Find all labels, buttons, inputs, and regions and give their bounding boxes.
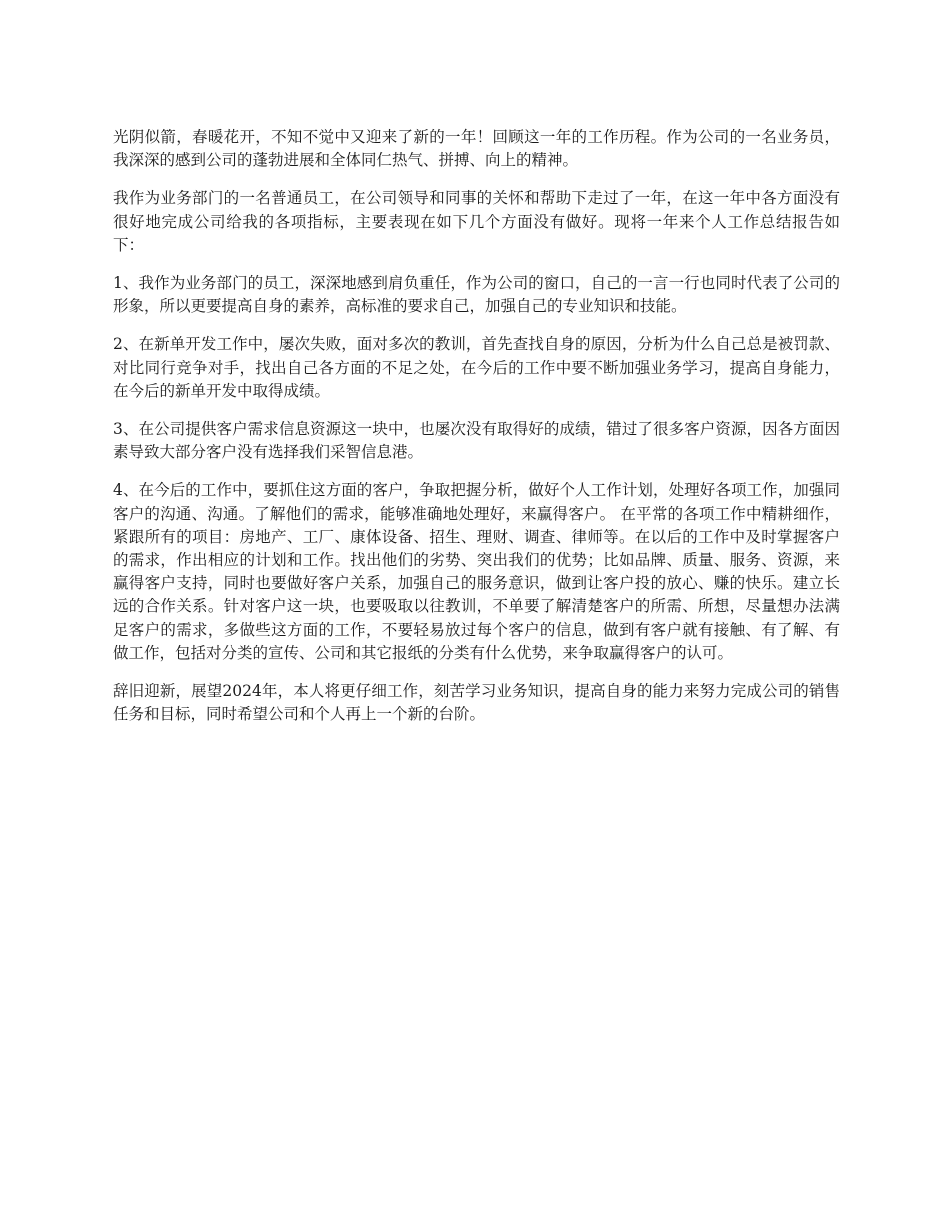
paragraph-closing: 辞旧迎新，展望2024年，本人将更仔细工作，刻苦学习业务知识，提高自身的能力来努力完成公司的销售任务和目标，同时希望公司和个人再上一个新的台阶。: [113, 682, 840, 724]
paragraph-overview: 我作为业务部门的一名普通员工，在公司领导和同事的关怀和帮助下走过了一年，在这一年中各方面没有很好地完成公司给我的各项指标，主要表现在如下几个方面没有做好。现将一年来个人工作总结报告如下：: [113, 189, 840, 254]
paragraph-item-2: 2、在新单开发工作中，屡次失败，面对多次的教训，首先查找自身的原因，分析为什么自己总是被罚款、对比同行竞争对手，找出自己各方面的不足之处，在今后的工作中要不断加强业务学习，提高自身能力，在今后的新单开发中取得成绩。: [113, 335, 840, 400]
paragraph-intro: 光阴似箭，春暖花开，不知不觉中又迎来了新的一年！回顾这一年的工作历程。作为公司的一名业务员，我深深的感到公司的蓬勃进展和全体同仁热气、拼搏、向上的精神。: [113, 128, 840, 170]
paragraph-item-1: 1、我作为业务部门的员工，深深地感到肩负重任，作为公司的窗口，自己的一言一行也同时代表了公司的形象，所以更要提高自身的素养，高标准的要求自己，加强自己的专业知识和技能。: [113, 274, 840, 316]
paragraph-item-3: 3、在公司提供客户需求信息资源这一块中，也屡次没有取得好的成绩，错过了很多客户资源，因各方面因素导致大部分客户没有选择我们采智信息港。: [113, 420, 840, 462]
paragraph-item-4: 4、在今后的工作中，要抓住这方面的客户，争取把握分析，做好个人工作计划，处理好各项工作，加强同客户的沟通、沟通。了解他们的需求，能够准确地处理好，来赢得客户。 在平常的各项工作中精耕细作，紧跟所有的项目：房地产、工厂、康体设备、招生、理财、调查、律师等。在以后的工作中及时掌握客户的需求，作出相应的计划和工作。找出他们的劣势、突出我们的优势；比如品牌、质量、服务、资源，来赢得客户支持，同时也要做好客户关系，加强自己的服务意识，做到让客户投的放心、赚的快乐。建立长远的合作关系。针对客户这一块，也要吸取以往教训，不单要了解清楚客户的所需、所想，尽量想办法满足客户的需求，多做些这方面的工作，不要轻易放过每个客户的信息，做到有客户就有接触、有了解、有做工作，包括对分类的宣传、公司和其它报纸的分类有什么优势，来争取赢得客户的认可。: [113, 481, 840, 662]
